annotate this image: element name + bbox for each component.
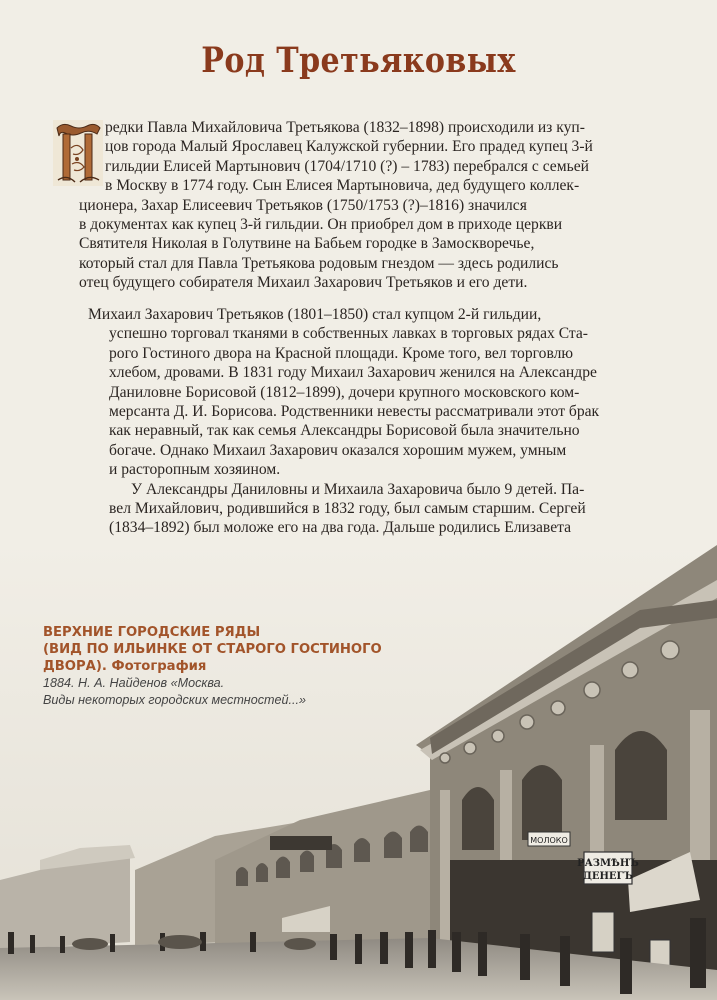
text-line: успешно торговал тканями в собственных лавках в торговых рядах Ста- <box>109 325 589 343</box>
text-line: У Александры Даниловны и Михаила Захаровича было 9 детей. Па- <box>131 480 585 498</box>
ornamental-initial-p <box>53 120 103 186</box>
text-line: ционера, Захар Елисеевич Третьяков (1750/1753 (?)–1816) значился <box>79 196 527 214</box>
text-line: хлебом, дровами. В 1831 году Михаил Захарович женился на Александре <box>109 364 597 382</box>
text-line: Даниловне Борисовой (1812–1899), дочери крупного московского ком- <box>109 383 580 401</box>
shop-sign-razmen <box>577 852 639 884</box>
sign-moloko-text: МОЛОКО <box>530 836 568 845</box>
sign-razmen-line2: ДЕНЕГЪ <box>582 871 634 882</box>
historic-photo <box>0 540 717 1000</box>
text-line: рого Гостиного двора на Красной площади. Кроме того, вел торговлю <box>109 344 574 362</box>
text-line: (1834–1892) был моложе его на два года. Дальше родились Елизавета <box>109 519 572 537</box>
text-line: как неравный, так как семья Александры Борисовой была значительно <box>109 422 580 440</box>
page-title: Род Третьяковых <box>201 40 516 81</box>
caption-title-line: ДВОРА). Фотография <box>43 659 207 674</box>
caption-title-line: ВЕРХНИЕ ГОРОДСКИЕ РЯДЫ <box>43 625 261 640</box>
text-line: который стал для Павла Третьякова родовым гнездом — здесь родились <box>79 254 559 272</box>
shop-sign-moloko <box>528 832 570 846</box>
text-line: цов города Малый Ярославец Калужской губернии. Его прадед купец 3-й <box>105 138 593 156</box>
intro-paragraph <box>79 118 593 293</box>
text-line: в документах как купец 3-й гильдии. Он приобрел дом в приходе церкви <box>79 216 563 234</box>
caption-title-line: (ВИД ПО ИЛЬИНКЕ ОТ СТАРОГО ГОСТИНОГО <box>43 642 382 657</box>
caption-source-line: 1884. Н. А. Найденов «Москва. <box>43 676 225 690</box>
caption-source-line: Виды некоторых городских местностей...» <box>43 693 307 707</box>
text-line: отец будущего собирателя Михаил Захарович Третьяков и его дети. <box>79 274 528 292</box>
text-line: в Москву в 1774 году. Сын Елисея Мартыновича, дед будущего коллек- <box>105 177 580 195</box>
text-line: богаче. Однако Михаил Захарович оказался хорошим мужем, умным <box>109 441 567 459</box>
text-line: вел Михайлович, родившийся в 1832 году, был самым старшим. Сергей <box>109 500 586 518</box>
text-line: и расторопным хозяином. <box>109 461 281 479</box>
text-line: Святителя Николая в Голутвине на Бабьем городке в Замоскворечье, <box>79 235 535 253</box>
text-line: гильдии Елисей Мартынович (1704/1710 (?) – 1783) перебрался с семьей <box>105 157 589 175</box>
text-line: мерсанта Д. И. Борисова. Родственники невесты рассматривали этот брак <box>109 403 600 421</box>
sign-razmen-line1: РАЗМѢНЪ <box>577 858 639 869</box>
text-line: Михаил Захарович Третьяков (1801–1850) стал купцом 2-й гильдии, <box>88 306 542 323</box>
photo-caption <box>43 624 382 709</box>
text-line: редки Павла Михайловича Третьякова (1832–1898) происходили из куп- <box>105 119 585 136</box>
